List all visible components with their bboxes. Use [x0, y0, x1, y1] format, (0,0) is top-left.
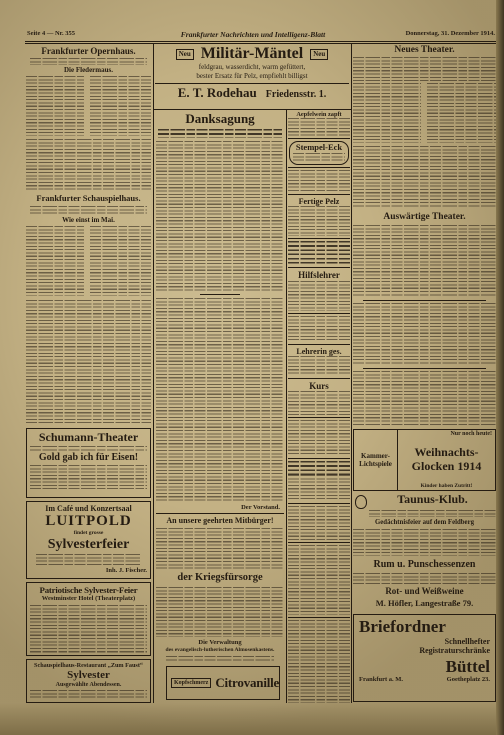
kammer-film-title-line: Glocken 1914: [411, 459, 482, 474]
ad-divider: [288, 617, 350, 618]
theatre-program-text: [353, 146, 496, 208]
appeal-body-text: [156, 587, 284, 637]
briefordner-line: Schnellhefter: [444, 636, 490, 646]
theatre-program-text: [26, 300, 151, 424]
neues-theater-heading: Neues Theater.: [394, 45, 455, 55]
theatre-program-text: [353, 57, 496, 81]
military-coat-ad: [155, 45, 349, 108]
ad-body-text: [30, 605, 147, 653]
column-rule: [351, 44, 352, 703]
appeal-signature: des evangelisch-lutherischen Almosenkastens.: [165, 647, 275, 653]
appeal-heading: An unsere geehrten Mitbürger!: [166, 516, 274, 525]
theatre-cast-actors: [427, 83, 496, 143]
citrovanille-ad: [166, 666, 280, 700]
wine-ad-text: [353, 573, 496, 584]
ad-divider: [288, 313, 350, 314]
coat-ad-headline: Militär-Mäntel: [200, 45, 304, 62]
club-emblem-icon: [355, 495, 367, 509]
citrovanille-label: Kopfschmerz: [171, 678, 211, 688]
coat-ad-line: feldgrau, wasserdicht, warm gefüttert,: [198, 63, 306, 71]
appeal-signature: Die Verwaltung: [198, 639, 242, 646]
new-badge: Neu: [310, 49, 328, 60]
briefordner-firm: Büttel: [445, 656, 490, 676]
ad-divider: [288, 267, 350, 268]
ad-divider: [288, 344, 350, 345]
ad-divider: [288, 194, 350, 195]
newspaper-title: Frankfurter Nachrichten und Intelligenz-Blatt: [180, 30, 326, 39]
westminster-venue: Westminster Hotel (Theaterplatz): [41, 595, 136, 603]
ad-divider: [288, 417, 350, 418]
scan-edge: [496, 0, 504, 735]
classified-ad-text: [288, 420, 350, 456]
luitpold-connector: findet grosse: [73, 530, 104, 537]
thanks-heading: Danksagung: [185, 111, 255, 126]
schumann-theater-name: Schumann-Theater: [38, 430, 139, 444]
appeal-body-text: [156, 528, 284, 570]
coat-ad-firm: E. T. Rodehau: [177, 85, 257, 100]
classified-ad-text: [288, 475, 350, 501]
theatre-cast-actors: [90, 226, 151, 296]
classified-ad-text: [288, 170, 350, 192]
classified-ad-text: [288, 316, 350, 342]
classified-ad-text: [288, 620, 350, 703]
masthead-rule: [25, 41, 497, 42]
thanks-subheading-text: [158, 129, 282, 138]
ad-divider: [288, 542, 350, 543]
left-column: [26, 44, 151, 704]
briefordner-city: Frankfurt a. M.: [359, 676, 404, 684]
theatre-heading: Frankfurter Schauspielhaus.: [36, 193, 141, 203]
citrovanille-product: Citrovanille: [215, 674, 280, 690]
kammer-film-block: [398, 430, 495, 490]
thanks-signature: Der Vorstand.: [241, 504, 280, 511]
luitpold-name: LUITPOLD: [45, 513, 132, 530]
classified-ad: [288, 111, 350, 136]
taunus-club-text: [369, 510, 496, 517]
classified-ad-heading: Stempel-Eck: [295, 142, 343, 153]
ad-divider: [288, 503, 350, 504]
classified-ad-text: [288, 241, 350, 265]
kammer-name: Lichtspiele: [359, 460, 392, 468]
classified-ad-text: [288, 118, 350, 136]
classified-ad-text: [293, 153, 345, 163]
kammer-film-title-line: Weihnachts-: [414, 445, 479, 460]
kammer-lichtspiele-ad: [353, 429, 496, 491]
classified-ad: [288, 270, 350, 310]
classified-ad-heading: Lehrerin ges.: [296, 346, 342, 356]
ad-divider: [288, 167, 350, 168]
classified-ad-text: [288, 545, 350, 615]
page-bottom-margin: [0, 703, 504, 735]
classified-ad: [288, 197, 350, 236]
opera-cast-roles: [26, 76, 84, 136]
regional-theatre-text: [353, 371, 496, 425]
briefordner-line: Registraturschränke: [419, 645, 490, 655]
coat-ad-line: bester Ersatz für Pelz, empfiehlt billigst: [196, 72, 308, 80]
ad-divider: [288, 238, 350, 239]
kammer-footer: Kinder haben Zutritt!: [420, 482, 473, 489]
rum-ad-headline: Rum u. Punschessenzen: [373, 559, 476, 570]
taunus-club-heading: Taunus-Klub.: [397, 492, 468, 506]
opera-intro-text: [30, 58, 147, 65]
classified-ad-text: [288, 356, 350, 376]
classified-ad: [288, 347, 350, 376]
opera-heading: Frankfurter Opernhaus.: [41, 46, 136, 56]
right-column: [353, 44, 496, 703]
briefordner-headline: Briefordner: [359, 617, 446, 636]
kammer-notice: Nur noch heute!: [450, 431, 492, 437]
classified-ad-heading: Kurs: [309, 380, 329, 391]
kammer-name: Kammer-: [361, 451, 390, 460]
ad-body-text: [30, 690, 147, 698]
issue-date: Donnerstag, 31. Dezember 1914.: [405, 30, 495, 37]
wine-merchant: M. Höfler, Langestraße 79.: [375, 598, 474, 608]
thanks-body-text: [156, 298, 284, 448]
coat-ad-firm-row: [155, 83, 349, 102]
classified-ad-text: [288, 206, 350, 236]
ad-divider: [288, 458, 350, 459]
ad-divider: [288, 138, 350, 139]
regional-theatre-text: [353, 303, 496, 365]
theatre-cast-roles: [353, 83, 421, 143]
taunus-club-event: Gedächtnisfeier auf dem Feldberg: [375, 519, 474, 526]
ad-body-text: [30, 446, 147, 451]
wine-ad-headline: Rot- und Weißweine: [385, 586, 464, 596]
ad-divider: [288, 378, 350, 379]
coat-ad-header: [155, 45, 349, 63]
ornament-rule: [200, 294, 240, 295]
faust-restaurant-ad: [26, 659, 151, 703]
briefordner-ad: [353, 614, 496, 702]
column-rule: [286, 109, 287, 703]
classified-ad-text: [288, 461, 350, 475]
thanks-body-text: [156, 450, 284, 502]
opera-play-title: Die Fledermaus.: [64, 66, 113, 74]
kammer-film-title: [401, 446, 492, 474]
schumann-theater-ad: [26, 428, 151, 498]
page-number: Seite 4 — Nr. 355: [27, 30, 75, 37]
luitpold-event: Sylvesterfeier: [47, 536, 130, 552]
regional-theatre-text: [353, 225, 496, 297]
classified-column: [288, 111, 350, 703]
classified-ad-heading: Hilfslehrer: [298, 270, 340, 281]
theatre-cast-roles: [26, 226, 84, 296]
luitpold-intro: Im Café und Konzertsaal: [45, 504, 132, 513]
classified-ad-text: [288, 506, 350, 540]
new-badge: Neu: [176, 49, 194, 60]
briefordner-address-row: [359, 676, 490, 683]
appeal-footer-text: [166, 656, 274, 662]
middle-column: [156, 110, 284, 703]
column-rule: [153, 44, 154, 703]
theatre-intro-text: [30, 206, 147, 215]
section-rule: [363, 300, 486, 301]
luitpold-ad: [26, 501, 151, 579]
westminster-headline: Patriotische Sylvester-Feier: [39, 585, 138, 595]
luitpold-owner: Inh. J. Fischer.: [105, 566, 147, 574]
westminster-ad: [26, 582, 151, 656]
faust-note: Ausgewählte Abendessen.: [55, 681, 122, 688]
thanks-body-text: [156, 141, 284, 291]
ad-body-text: [36, 554, 141, 566]
schumann-theater-headline: Gold gab ich für Eisen!: [38, 451, 139, 463]
classified-ad: [289, 141, 349, 165]
section-rule: [363, 368, 486, 369]
classified-ad: [288, 381, 350, 415]
section-rule: [156, 513, 284, 514]
briefordner-address: Goetheplatz 23.: [446, 676, 490, 684]
theatre-play-title: Wie einst im Mai.: [62, 216, 115, 224]
regional-theatre-heading: Auswärtige Theater.: [383, 212, 466, 222]
classified-ad-heading: Aepfelwein zapft: [296, 111, 342, 118]
ad-body-text: [30, 465, 147, 491]
taunus-club-text: [353, 529, 496, 556]
classified-ad-heading: Fertige Pelz: [298, 197, 340, 206]
appeal-subject: der Kriegsfürsorge: [177, 572, 263, 583]
classified-ad-text: [288, 281, 350, 311]
faust-headline: Sylvester: [67, 669, 110, 682]
faust-restaurant-name: Schauspielhaus-Restaurant „Zum Faust“: [34, 662, 143, 669]
coat-ad-address: Friedensstr. 1.: [265, 89, 327, 100]
opera-cast-singers: [90, 76, 151, 136]
classified-ad-text: [288, 391, 350, 415]
opera-program-text: [26, 139, 151, 191]
kammer-name-block: [354, 430, 398, 490]
